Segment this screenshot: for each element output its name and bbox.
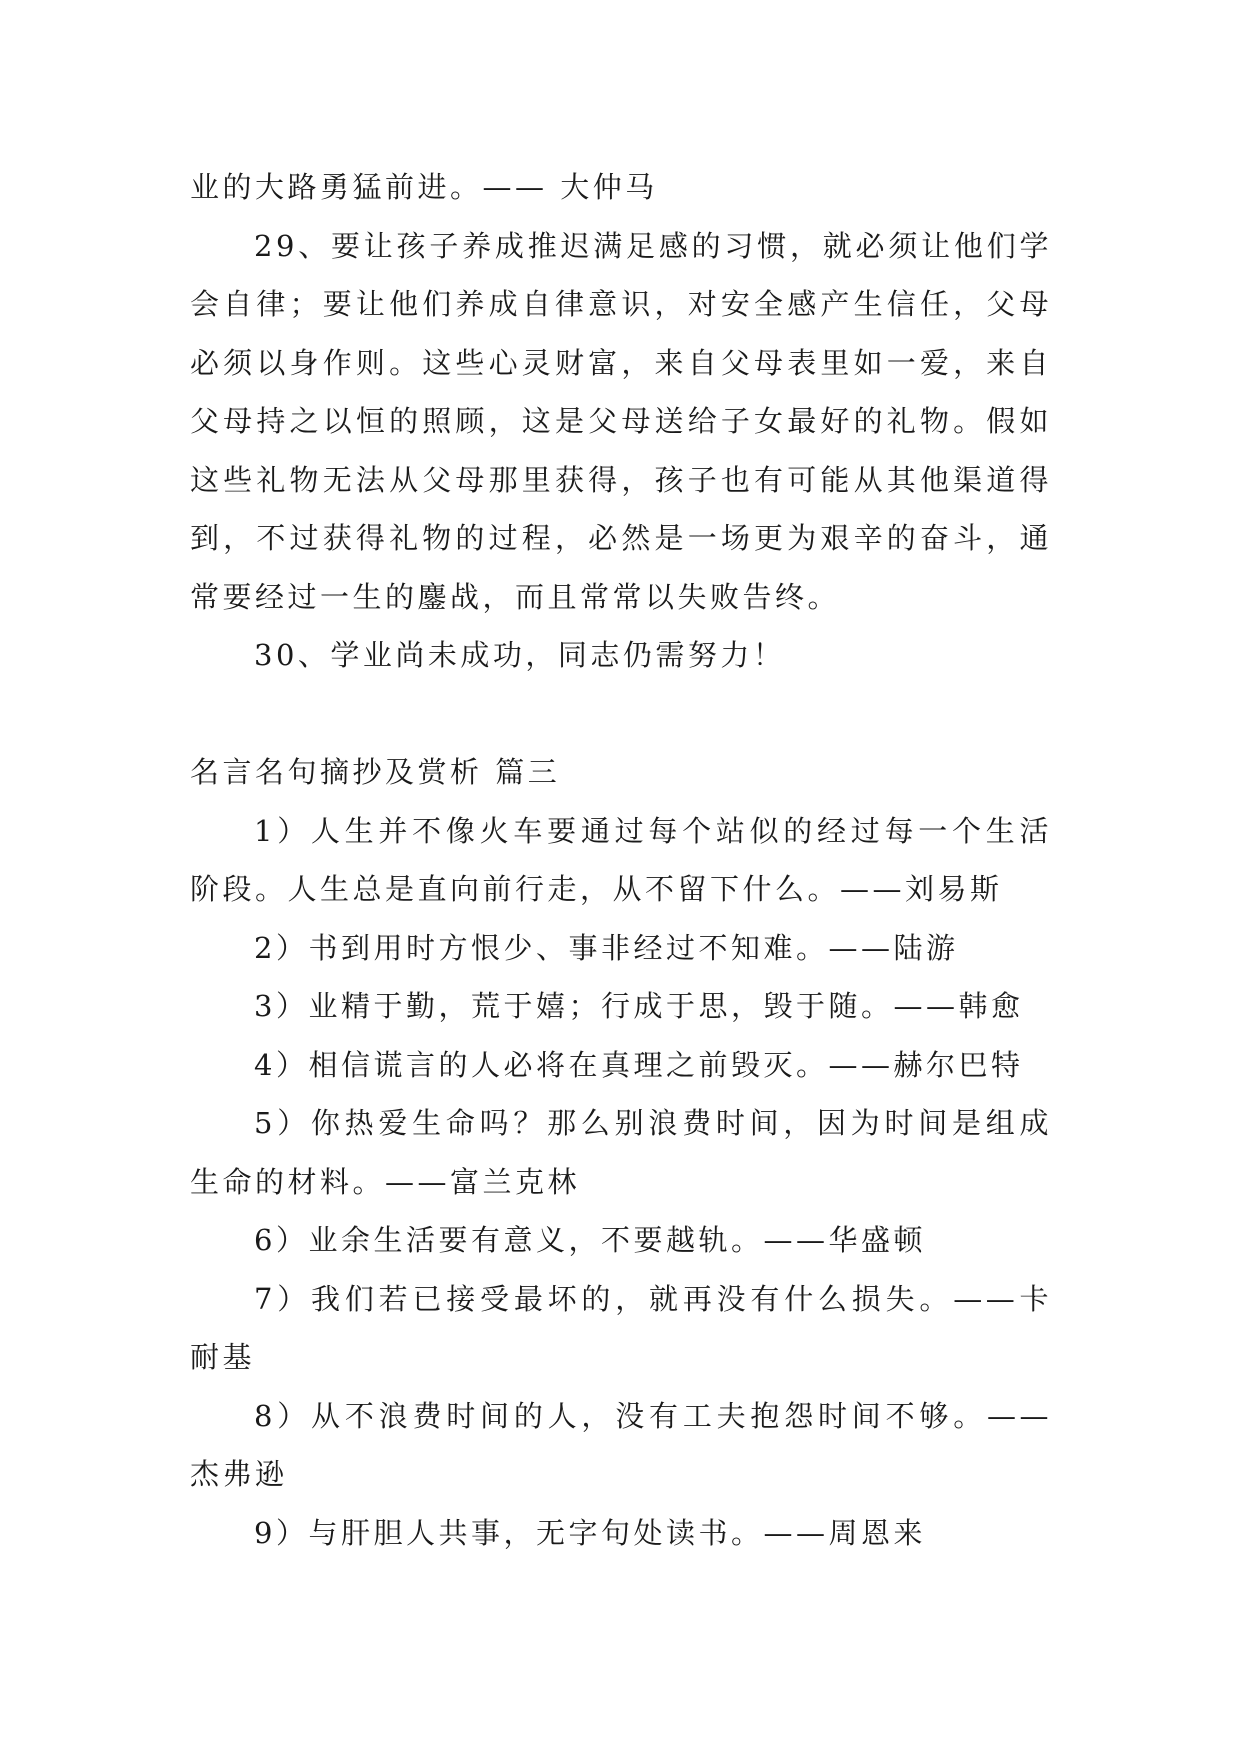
quote-item-5: 5）你热爱生命吗？那么别浪费时间，因为时间是组成生命的材料。——富兰克林: [190, 1106, 1052, 1199]
section-heading: 名言名句摘抄及赏析 篇三: [190, 755, 561, 789]
quote-item-3: 3）业精于勤，荒于嬉；行成于思，毁于随。——韩愈: [254, 989, 1024, 1023]
quote-item-8: 8）从不浪费时间的人，没有工夫抱怨时间不够。——杰弗逊: [190, 1398, 1052, 1491]
quote-item-2: 2）书到用时方恨少、事非经过不知难。——陆游: [254, 930, 959, 965]
paragraph-30: 30、学业尚未成功，同志仍需努力！: [254, 638, 786, 672]
quote-item-4: 4）相信谎言的人必将在真理之前毁灭。——赫尔巴特: [254, 1047, 1024, 1082]
paragraph-29: 29、要让孩子养成推迟满足感的习惯，就必须让他们学会自律；要让他们养成自律意识，对安全感产生信任，父母必须以身作则。这些心灵财富，来自父母表里如一爱，来自父母持之以恒的照顾，这是父母送给子女最好的礼物。假如这些礼物无法从父母那里获得，孩子也有可能从其他渠道得到，不过获得礼物的过程，必然是一场更为艰辛的奋斗，通常要经过一生的鏖战，而且常常以失败告终。: [190, 228, 1052, 614]
quote-item-7: 7）我们若已接受最坏的，就再没有什么损失。——卡耐基: [190, 1281, 1052, 1374]
quote-item-6: 6）业余生活要有意义，不要越轨。——华盛顿: [254, 1223, 926, 1257]
paragraph-continuation: 业的大路勇猛前进。—— 大仲马: [190, 170, 658, 204]
quote-item-1: 1）人生并不像火车要通过每个站似的经过每一个生活阶段。人生总是直向前行走，从不留下什么。——刘易斯: [190, 813, 1052, 906]
quote-item-9: 9）与肝胆人共事，无字句处读书。——周恩来: [254, 1515, 926, 1550]
document-body: [190, 158, 1052, 1562]
